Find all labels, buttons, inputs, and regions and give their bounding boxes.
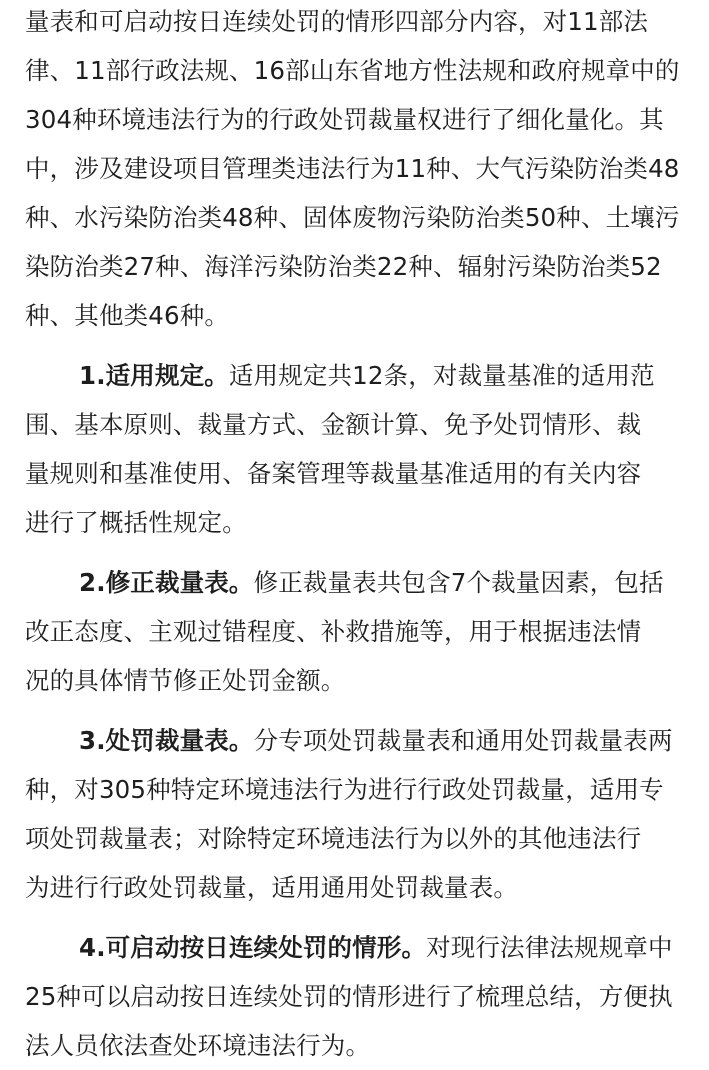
text-line: 25种可以启动按日连续处罚的情形进行了梳理总结，方便执 — [25, 982, 673, 1011]
text-line: 法人员依法查处环境违法行为。 — [25, 1031, 371, 1060]
text-line: 染防治类27种、海洋污染防治类22种、辐射污染防治类52 — [25, 252, 662, 281]
text-line: 项处罚裁量表；对除特定环境违法行为以外的其他违法行 — [25, 824, 642, 853]
text-line: 律、11部行政法规、16部山东省地方性法规和政府规章中的 — [25, 56, 680, 85]
text-line: 种，对305种特定环境违法行为进行行政处罚裁量，适用专 — [25, 775, 664, 804]
section-first-line — [25, 558, 687, 607]
text-line: 种、水污染防治类48种、固体废物污染防治类50种、土壤污 — [25, 203, 680, 232]
text-line: 中，涉及建设项目管理类违法行为11种、大气污染防治类48 — [25, 154, 680, 183]
article-body — [25, 0, 687, 1070]
intro-paragraph — [25, 0, 687, 340]
section-penalty-table — [25, 716, 687, 912]
text-line: 改正态度、主观过错程度、补救措施等，用于根据违法情 — [25, 617, 642, 646]
section-heading: 1.适用规定。 — [79, 361, 229, 390]
section-text: 适用规定共12条，对裁量基准的适用范 — [228, 361, 655, 390]
text-line: 量表和可启动按日连续处罚的情形四部分内容，对11部法 — [25, 7, 649, 36]
text-line: 围、基本原则、裁量方式、金额计算、免予处罚情形、裁 — [25, 410, 642, 439]
text-line: 量规则和基准使用、备案管理等裁量基准适用的有关内容 — [25, 459, 642, 488]
section-applicable-rules — [25, 351, 687, 547]
section-text: 分专项处罚裁量表和通用处罚裁量表两 — [253, 726, 673, 755]
text-line: 为进行行政处罚裁量，适用通用处罚裁量表。 — [25, 873, 518, 902]
section-first-line — [25, 716, 687, 765]
text-line: 304种环境违法行为的行政处罚裁量权进行了细化量化。其 — [25, 105, 664, 134]
section-heading: 2.修正裁量表。 — [79, 568, 254, 597]
text-line: 种、其他类46种。 — [25, 301, 230, 330]
section-heading: 4.可启动按日连续处罚的情形。 — [79, 933, 427, 962]
section-correction-table — [25, 558, 687, 705]
section-text: 对现行法律法规规章中 — [426, 933, 673, 962]
text-line: 进行了概括性规定。 — [25, 508, 247, 537]
text-line: 况的具体情节修正处罚金额。 — [25, 666, 346, 695]
section-text: 修正裁量表共包含7个裁量因素，包括 — [253, 568, 664, 597]
section-first-line — [25, 351, 687, 400]
section-daily-penalty — [25, 923, 687, 1070]
section-heading: 3.处罚裁量表。 — [79, 726, 254, 755]
section-first-line — [25, 923, 687, 972]
